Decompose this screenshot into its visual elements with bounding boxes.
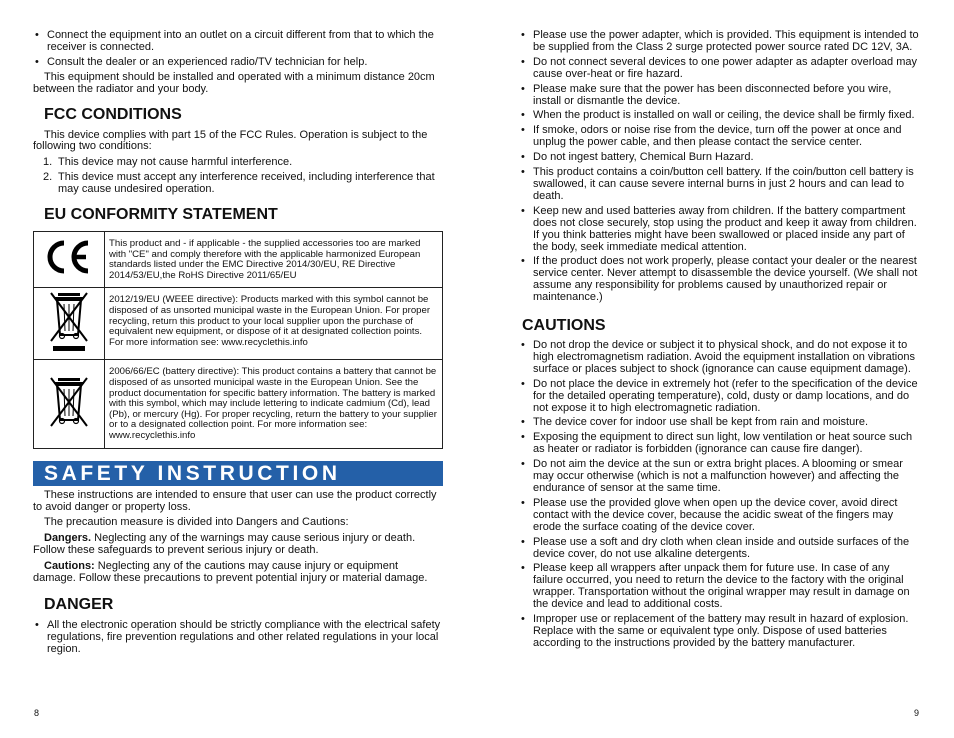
list-item: • Connect the equipment into an outlet on a circuit different from that to which the receiver is connected. xyxy=(33,30,443,54)
list-item: • Exposing the equipment to direct sun light, low ventilation or heat source such as heater or radiator is forbidden (ignorance can cause fire danger). xyxy=(519,432,921,456)
list-item: • Please use the provided glove when open up the device cover, avoid direct contact with the device cover, because the acidic sweat of the fingers may erode the surface coating of the device cover. xyxy=(519,498,921,534)
weee-bin-icon xyxy=(34,288,105,360)
ce-text: This product and - if applicable - the supplied accessories too are marked with "CE" and comply therefore with the applicable harmonized European standards listed under the EMC Directive 2014/30/EU, RE Directive 2014/53/EU,the RoHS Directive 2011/65/EU xyxy=(105,232,443,288)
list-item: • The device cover for indoor use shall be kept from rain and moisture. xyxy=(519,417,921,429)
list-number: 2. xyxy=(43,171,53,184)
fcc-paragraph: This device complies with part 15 of the FCC Rules. Operation is subject to the following two conditions: xyxy=(33,128,428,153)
cautions-paragraph xyxy=(33,561,443,585)
safety-paragraph: The precaution measure is divided into Dangers and Cautions: xyxy=(44,516,349,529)
weee-text: 2012/19/EU (WEEE directive): Products marked with this symbol cannot be disposed of as unsorted municipal waste in the European Union. For proper recycling, return this product to your local supplier upon the purchase of equivalent new equipment, or dispose of it at designated collection points. For more information see: www.recyclethis.info xyxy=(105,288,443,360)
list-item xyxy=(33,172,443,196)
list-item: • Improper use or replacement of the battery may result in hazard of explosion. Replace with the same or equivalent type only. Dispose of used batteries according to the instructions provided by the battery manufacturer. xyxy=(519,614,921,650)
list-item: • Do not ingest battery, Chemical Burn Hazard. xyxy=(519,152,921,164)
cautions-label: Cautions: xyxy=(44,560,95,573)
list-item: • Please make sure that the power has been disconnected before you wire, install or dismantle the device. xyxy=(519,84,921,108)
cautions-bullets xyxy=(519,340,921,650)
battery-bin-icon xyxy=(34,360,105,448)
list-item: • When the product is installed on wall or ceiling, the device shall be firmly fixed. xyxy=(519,110,921,122)
list-item: • Do not place the device in extremely hot (refer to the specification of the device for the detailed operating temperature), cold, dusty or damp locations, and do not expose it to high electromagnetic radiation. xyxy=(519,379,921,415)
intro-bullets xyxy=(33,30,443,69)
table-row xyxy=(34,288,443,360)
eu-heading: EU CONFORMITY STATEMENT xyxy=(44,206,278,224)
right-page xyxy=(519,30,921,650)
table-row xyxy=(34,360,443,448)
list-item: • All the electronic operation should be strictly compliance with the electrical safety regulations, fire prevention regulations and other related regulations in your local region. xyxy=(33,620,443,656)
safety-title-bar: SAFETY INSTRUCTION xyxy=(33,461,443,486)
cautions-text: Neglecting any of the cautions may cause injury or equipment damage. Follow these precautions to prevent potential injury or material damage. xyxy=(33,560,428,585)
list-item: • Please use a soft and dry cloth when clean inside and outside surfaces of the device cover, do not use alkaline detergents. xyxy=(519,537,921,561)
dangers-text: Neglecting any of the warnings may cause serious injury or death. Follow these safeguards to prevent serious injury or death. xyxy=(33,532,416,557)
list-number: 1. xyxy=(43,156,53,169)
left-page xyxy=(33,30,443,656)
dangers-label: Dangers. xyxy=(44,532,92,545)
conformity-table xyxy=(33,231,443,449)
list-text: This device may not cause harmful interference. xyxy=(58,156,293,169)
list-item: • If smoke, odors or noise rise from the device, turn off the power at once and unplug the power cable, and then please contact the service center. xyxy=(519,125,921,149)
safety-paragraph: These instructions are intended to ensure that user can use the product correctly to avoid danger or property loss. xyxy=(33,488,437,513)
list-item: • If the product does not work properly, please contact your dealer or the nearest service center. Never attempt to disassemble the device yourself. (We shall not assume any responsibility for problems caused by unauthorized repair or maintenance.) xyxy=(519,256,921,304)
intro-paragraph: This equipment should be installed and operated with a minimum distance 20cm between the radiator and your body. xyxy=(33,70,435,95)
list-item: • Please keep all wrappers after unpack them for future use. In case of any failure occurred, you need to return the device to the factory with the original wrapper. Transportation without the original wrapper may result in damage on the device and lead to additional costs. xyxy=(519,563,921,611)
danger-heading: DANGER xyxy=(44,595,114,613)
cautions-heading: CAUTIONS xyxy=(522,317,606,335)
list-item: • Consult the dealer or an experienced radio/TV technician for help. xyxy=(33,57,443,69)
page-number: 8 xyxy=(34,708,40,718)
list-text: This device must accept any interference received, including interference that may cause undesired operation. xyxy=(58,171,435,196)
fcc-heading: FCC CONDITIONS xyxy=(44,105,182,123)
list-item: • Do not drop the device or subject it to physical shock, and do not expose it to high electromagnetism radiation. Avoid the equipment installation on vibrations surface or places subject to shock (ignorance can cause equipment damage). xyxy=(519,340,921,376)
list-item xyxy=(33,157,443,169)
page-number: 9 xyxy=(914,708,920,718)
dangers-paragraph xyxy=(33,533,443,557)
battery-text: 2006/66/EC (battery directive): This product contains a battery that cannot be disposed of as unsorted municipal waste in the European Union. See the product documentation for specific battery information. The battery is marked with this symbol, which may include lettering to indicate cadmium (Cd), lead (Pb), or mercury (Hg). For proper recycling, return the battery to your supplier or to a designated collection point. For more information see: www.recyclethis.info xyxy=(105,360,443,448)
list-item: • Keep new and used batteries away from children. If the battery compartment does not close securely, stop using the product and keep it away from children. If you think batteries might have been swallowed or placed inside any part of the body, seek immediate medical attention. xyxy=(519,206,921,254)
ce-mark-icon xyxy=(34,232,105,288)
list-item: • Please use the power adapter, which is provided. This equipment is intended to be supplied from the Class 2 surge protected power source rated DC 12V, 3A. xyxy=(519,30,921,54)
list-item: • This product contains a coin/button cell battery. If the coin/button cell battery is swallowed, it can cause severe internal burns in just 2 hours and can lead to death. xyxy=(519,167,921,203)
list-item: • Do not connect several devices to one power adapter as adapter overload may cause over-heat or fire hazard. xyxy=(519,57,921,81)
table-row xyxy=(34,232,443,288)
list-item: • Do not aim the device at the sun or extra bright places. A blooming or smear may occur otherwise (which is not a malfunction however) and affecting the endurance of sensor at the same time. xyxy=(519,459,921,495)
danger-bullets xyxy=(519,30,921,304)
